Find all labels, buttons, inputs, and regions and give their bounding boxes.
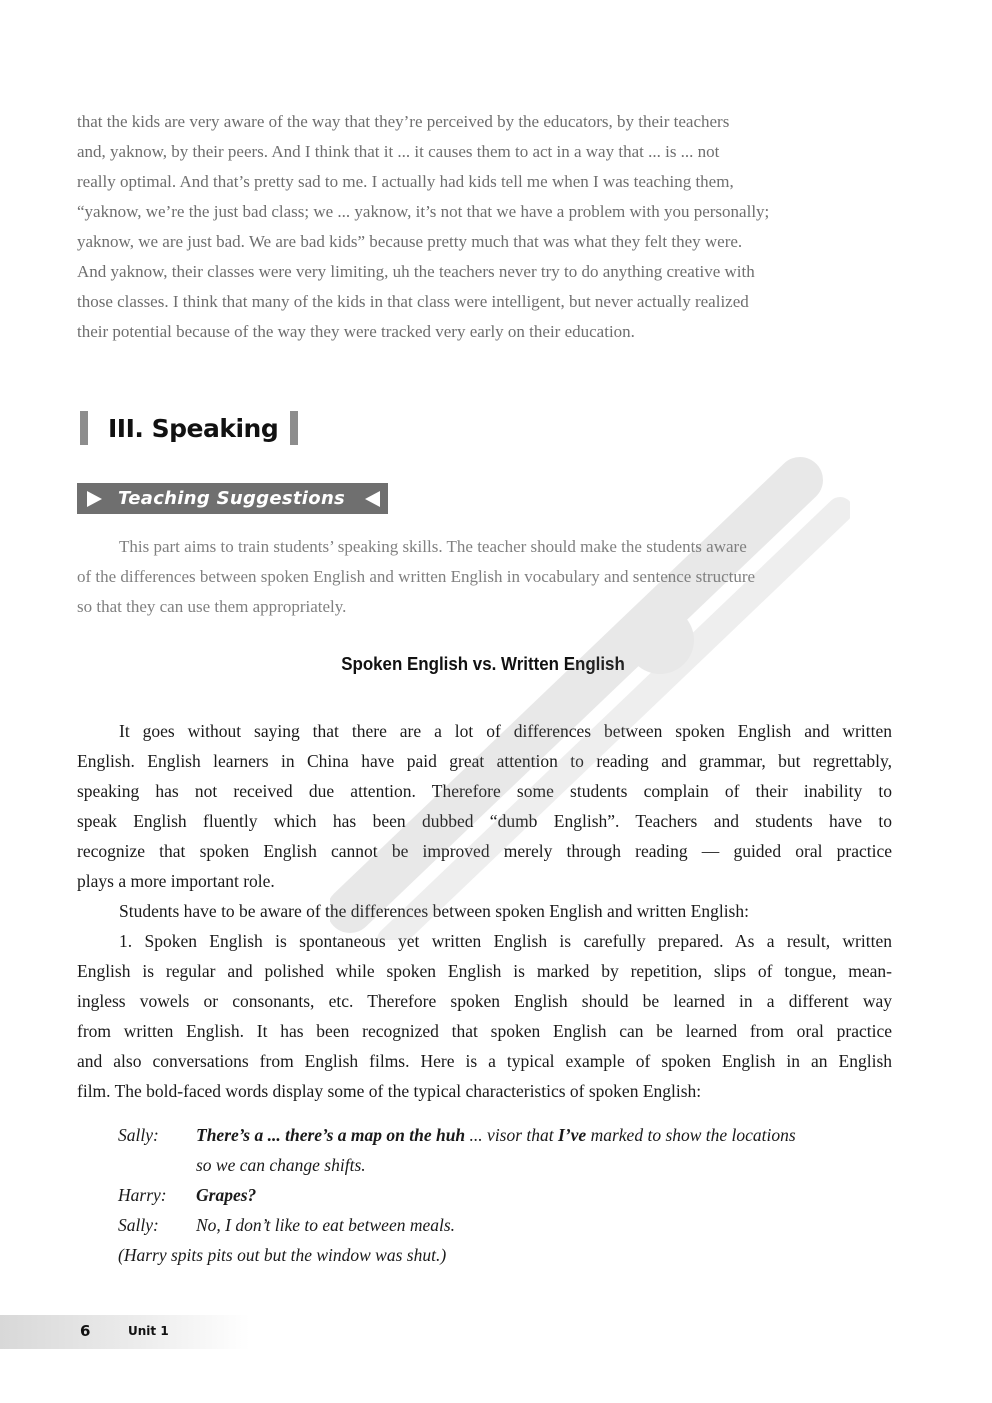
page-number: 6 (80, 1322, 91, 1340)
body-line: recognize that spoken English cannot be improved merely through reading — guided oral practice (77, 841, 892, 861)
body-line: 1. Spoken English is spontaneous yet written English is carefully prepared. As a result, written (119, 931, 892, 951)
body-line: plays a more important role. (77, 871, 275, 891)
teaching-line: This part aims to train students’ speaking skills. The teacher should make the students aware (119, 537, 747, 556)
body-line: ingless vowels or consonants, etc. Therefore spoken English should be learned in a different way (77, 991, 892, 1011)
speaker-name: Sally: (118, 1125, 159, 1145)
speech-line (196, 1120, 893, 1150)
teaching-suggestions-banner (77, 483, 388, 514)
sub-heading: Spoken English vs. Written English (341, 654, 625, 674)
body-text (77, 716, 892, 1106)
speech-line (196, 1180, 893, 1210)
intro-line: And yaknow, their classes were very limiting, uh the teachers never try to do anything creative with (77, 262, 755, 281)
speech-line: so we can change shifts. (196, 1155, 366, 1175)
bold-phrase: Grapes? (196, 1185, 257, 1205)
plain-phrase: marked to show the locations (586, 1125, 796, 1145)
speaker-name: Harry: (118, 1185, 167, 1205)
teaching-line: so that they can use them appropriately. (77, 597, 347, 616)
dialogue-line (118, 1180, 893, 1210)
teaching-line: of the differences between spoken English and written English in vocabulary and sentence structure (77, 567, 756, 586)
body-line: and also conversations from English films. Here is a typical example of spoken English in an English (77, 1051, 892, 1071)
intro-line: and, yaknow, by their peers. And I think that it ... it causes them to act in a way that ... is ... not (77, 142, 720, 161)
intro-line: yaknow, we are just bad. We are bad kids” because pretty much that was what they felt they were. (77, 232, 743, 251)
body-line: speaking has not received due attention. Therefore some students complain of their inability to (77, 781, 892, 801)
intro-line: “yaknow, we’re the just bad class; we ... yaknow, it’s not that we have a problem with you personally; (77, 202, 770, 221)
page-footer (0, 1315, 250, 1349)
interview-excerpt (77, 107, 892, 347)
speech-line: No, I don’t like to eat between meals. (196, 1215, 456, 1235)
section-title: III. Speaking (108, 413, 279, 443)
intro-line: that the kids are very aware of the way that they’re perceived by the educators, by their teachers (77, 112, 730, 131)
intro-line: their potential because of the way they were tracked very early on their education. (77, 322, 635, 341)
unit-label: Unit 1 (128, 1324, 169, 1338)
body-line: English. English learners in China have paid great attention to reading and grammar, but regrettably, (77, 751, 892, 771)
teaching-suggestions-text (77, 532, 892, 622)
speech (196, 1180, 893, 1210)
heading-bar-left (80, 411, 88, 445)
bold-phrase: There’s a ... there’s a map on the huh (196, 1125, 466, 1145)
section-heading (80, 410, 298, 446)
triangle-right-icon (87, 491, 102, 507)
banner-label: Teaching Suggestions (118, 488, 346, 509)
body-line: It goes without saying that there are a lot of differences between spoken English and written (119, 721, 892, 741)
heading-bar-right (290, 411, 298, 445)
speech (196, 1120, 893, 1180)
speech (196, 1210, 893, 1240)
film-dialogue (118, 1120, 893, 1270)
dialogue-line (118, 1120, 893, 1180)
body-line: from written English. It has been recognized that spoken English can be learned from oral practice (77, 1021, 892, 1041)
intro-line: really optimal. And that’s pretty sad to me. I actually had kids tell me when I was teaching them, (77, 172, 734, 191)
speaker-name: Sally: (118, 1215, 159, 1235)
body-line: Students have to be aware of the differences between spoken English and written English: (119, 901, 749, 921)
body-line: speak English fluently which has been dubbed “dumb English”. Teachers and students have to (77, 811, 892, 831)
stage-direction: (Harry spits pits out but the window was shut.) (118, 1245, 447, 1265)
body-line: film. The bold-faced words display some of the typical characteristics of spoken English: (77, 1081, 702, 1101)
triangle-left-icon (365, 491, 380, 507)
plain-phrase: ... visor that (465, 1125, 559, 1145)
intro-line: those classes. I think that many of the kids in that class were intelligent, but never actually realized (77, 292, 749, 311)
bold-phrase: I’ve (558, 1125, 587, 1145)
dialogue-line (118, 1210, 893, 1240)
body-line: English is regular and polished while spoken English is marked by repetition, slips of tongue, mean- (77, 961, 892, 981)
